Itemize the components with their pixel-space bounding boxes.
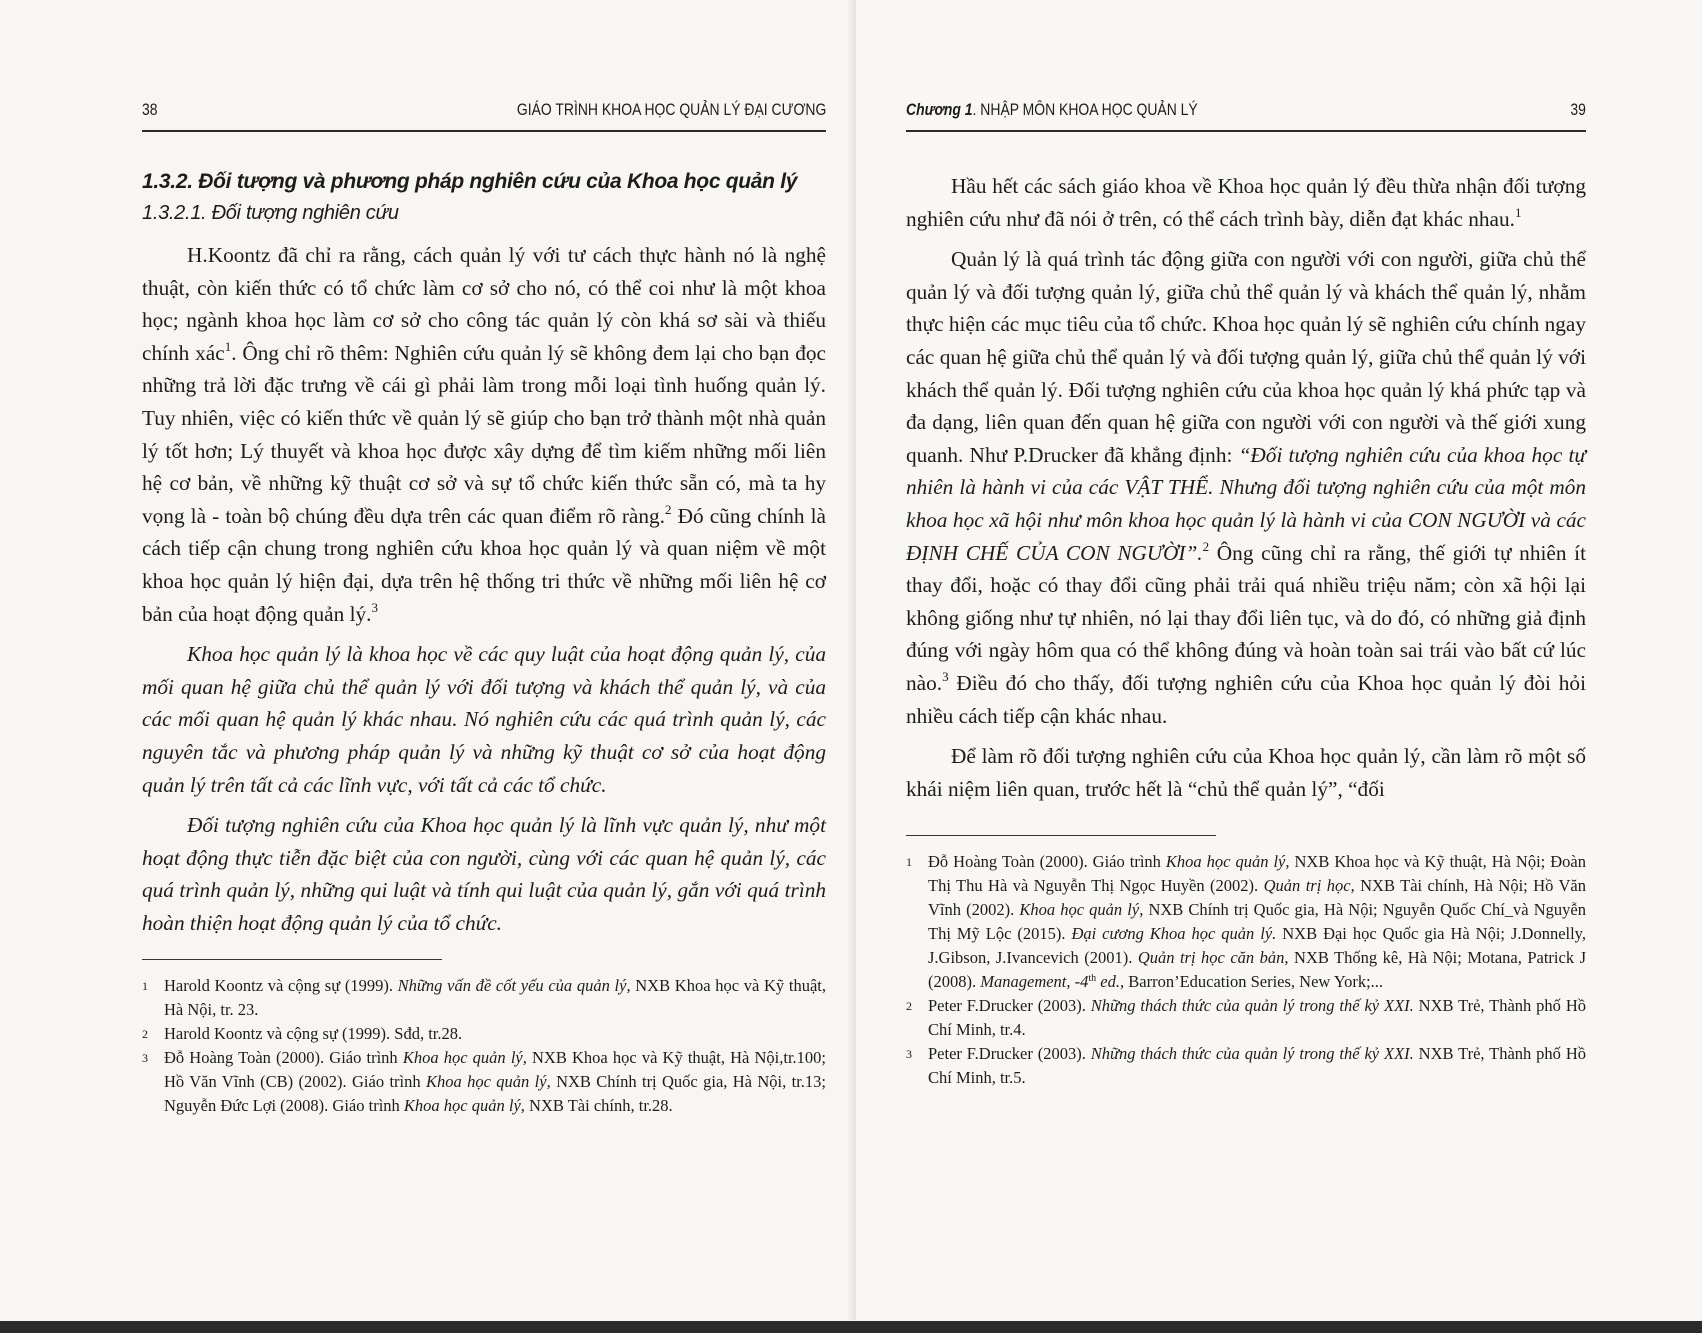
footnote-ref[interactable]: 2 [1202, 538, 1210, 554]
chapter-title: . NHẬP MÔN KHOA HỌC QUẢN LÝ [972, 100, 1198, 119]
right-page-number: 39 [1570, 100, 1586, 119]
section-heading: 1.3.2. Đối tượng và phương pháp nghiên cứu của Khoa học quản lý [142, 170, 798, 193]
scan-bottom-edge [0, 1321, 1702, 1333]
footnote-ref[interactable]: 1 [224, 338, 232, 354]
footnote-ref[interactable]: 2 [665, 501, 672, 517]
left-paragraph-2: Khoa học quản lý là khoa học về các quy luật của hoạt động quản lý, của mối quan hệ giữa chủ thể quản lý với đối tượng và khách thể quản lý, và của các mối quan hệ quản lý khác nhau. Nó nghiên cứu các quá trình quản lý, các nguyên tắc và phương pháp quản lý và những kỹ thuật cơ sở của hoạt động quản lý trên tất cả các lĩnh vực, với tất cả các tổ chức. [142, 642, 826, 797]
left-paragraph-3: Đối tượng nghiên cứu của Khoa học quản lý là lĩnh vực quản lý, như một hoạt động thực tiễn đặc biệt của con người, cùng với các quan hệ quản lý, các quá trình quản lý, những qui luật và tính qui luật của quản lý, gắn với quá trình hoàn thiện hoạt động quản lý của tổ chức. [142, 813, 826, 935]
right-paragraph-3: Để làm rõ đối tượng nghiên cứu của Khoa học quản lý, cần làm rõ một số khái niệm liên quan, trước hết là “chủ thể quản lý”, “đối [906, 744, 1586, 801]
chapter-label: Chương 1 [906, 100, 973, 119]
right-footnote-2: 2 Peter F.Drucker (2003). Những thách thức của quản lý trong thế kỷ XXI. NXB Trẻ, Thành phố Hồ Chí Minh, tr.4. [906, 996, 1586, 1040]
left-footnote-1: 1 Harold Koontz và cộng sự (1999). Những vấn đề cốt yếu của quản lý, NXB Khoa học và Kỹ thuật, Hà Nội, tr. 23. [142, 976, 826, 1020]
footnote-ref[interactable]: 3 [371, 599, 378, 615]
left-footnote-2: 2 Harold Koontz và cộng sự (1999). Sđd, tr.28. [142, 1024, 463, 1044]
left-running-header [142, 96, 826, 132]
left-footnote-3: 3 Đỗ Hoàng Toàn (2000). Giáo trình Khoa học quản lý, NXB Khoa học và Kỹ thuật, Hà Nội,tr.100; Hồ Văn Vĩnh (CB) (2002). Giáo trình Khoa học quản lý, NXB Chính trị Quốc gia, Hà Nội, tr.13; Nguyễn Đức Lợi (2008). Giáo trình Khoa học quản lý, NXB Tài chính, tr.28. [142, 1048, 826, 1116]
footnote-ref[interactable]: 1 [1514, 204, 1522, 220]
left-page-number: 38 [142, 100, 158, 119]
left-paragraph-1: H.Koontz đã chỉ ra rằng, cách quản lý với tư cách thực hành nó là nghệ thuật, còn kiến thức có tổ chức làm cơ sở cho nó, có thể coi như là một khoa học; ngành khoa học làm cơ sở cho công tác quản lý còn khá sơ sài và thiếu chính xác$^1$. Ông chỉ rõ thêm: Nghiên cứu quản lý sẽ không đem lại cho bạn đọc những trả lời đặc trưng về cái gì phải làm trong mỗi loại tình huống quản lý. Tuy nhiên, việc có kiến thức về quản lý sẽ giúp cho bạn trở thành một nhà quản lý tốt hơn; Lý thuyết và khoa học được xây dựng để tìm kiếm những mối liên hệ cơ bản, về những kỹ thuật cơ sở và sự tổ chức kiến thức sẵn có, mà ta hy vọng là - toàn bộ chúng đều dựa trên các quan điểm rõ ràng.$^2$ Đó cũng chính là cách tiếp cận chung trong nghiên cứu khoa học quản lý và quan niệm về một khoa học quản lý hiện đại, dựa trên hệ thống tri thức về những mối liên hệ cơ bản của hoạt động quản lý.$^3$ [142, 243, 827, 626]
right-paragraph-2: Quản lý là quá trình tác động giữa con người với con người, giữa chủ thể quản lý và đối tượng quản lý, giữa chủ thể quản lý và khách thể quản lý, nhằm thực hiện các mục tiêu của tổ chức. Khoa học quản lý sẽ nghiên cứu chính ngay các quan hệ giữa chủ thể quản lý và đối tượng quản lý, giữa chủ thể quản lý với khách thể quản lý. Đối tượng nghiên cứu của khoa học quản lý khá phức tạp và đa dạng, liên quan đến quan hệ giữa con người với con người và thế giới xung quanh. Như P.Drucker đã khẳng định: “Đối tượng nghiên cứu của khoa học tự nhiên là hành vi của các VẬT THỂ. Nhưng đối tượng nghiên cứu của một môn khoa học xã hội như môn khoa học quản lý là hành vi của CON NGƯỜI và các ĐỊNH CHẾ CỦA CON NGƯỜI”.$^2$ Ông cũng chỉ ra rằng, thế giới tự nhiên ít thay đổi, hoặc có thay đổi cũng phải trải quá nhiều triệu năm; còn xã hội lại không giống như tự nhiên, nó lại thay đổi liên tục, và do đó, có những giả định đúng với ngày hôm qua có thể không đúng và hoàn toàn sai trái vào bất cứ lúc nào.$^3$ Điều đó cho thấy, đối tượng nghiên cứu của Khoa học quản lý đòi hỏi nhiều cách tiếp cận khác nhau. [906, 247, 1587, 728]
footnote-ref[interactable]: 3 [942, 668, 949, 684]
subsection-heading: 1.3.2.1. Đối tượng nghiên cứu [142, 202, 399, 224]
left-running-title: GIÁO TRÌNH KHOA HỌC QUẢN LÝ ĐẠI CƯƠNG [516, 100, 826, 119]
left-page [0, 0, 856, 1320]
right-content [906, 170, 1586, 1090]
right-running-header [906, 96, 1586, 132]
right-running-title [906, 100, 1198, 120]
footnote-divider [906, 835, 1216, 836]
drucker-quote: “Đối tượng nghiên cứu của khoa học tự nhiên là hành vi của các VẬT THỂ. Nhưng đối tượng nghiên cứu của một môn khoa học xã hội như môn khoa học quản lý là hành vi của CON NGƯỜI và các ĐỊNH CHẾ CỦA CON NGƯỜI”. [906, 442, 1586, 565]
right-paragraph-1: Hầu hết các sách giáo khoa về Khoa học quản lý đều thừa nhận đối tượng nghiên cứu như đã nói ở trên, có thể cách trình bày, diễn đạt khác nhau.$^1$ [906, 174, 1586, 231]
right-page [856, 0, 1702, 1320]
footnote-divider [142, 959, 442, 960]
right-footnote-1: 1 Đỗ Hoàng Toàn (2000). Giáo trình Khoa học quản lý, NXB Khoa học và Kỹ thuật, Hà Nội; Đoàn Thị Thu Hà và Nguyễn Thị Ngọc Huyền (2002). Quản trị học, NXB Tài chính, Hà Nội; Hồ Văn Vĩnh (2002). Khoa học quản lý, NXB Chính trị Quốc gia, Hà Nội; Nguyễn Quốc Chí_và Nguyễn Thị Mỹ Lộc (2015). Đại cương Khoa học quản lý. NXB Đại học Quốc gia Hà Nội; J.Donnelly, J.Gibson, J.Ivancevich (2001). Quản trị học căn bản, NXB Thống kê, Hà Nội; Motana, Patrick J (2008). Management, -4th ed., Barron’Education Series, New York;... [906, 852, 1586, 992]
right-footnote-3: 3 Peter F.Drucker (2003). Những thách thức của quản lý trong thế kỷ XXI. NXB Trẻ, Thành phố Hồ Chí Minh, tr.5. [906, 1044, 1586, 1088]
left-content [142, 170, 826, 1118]
